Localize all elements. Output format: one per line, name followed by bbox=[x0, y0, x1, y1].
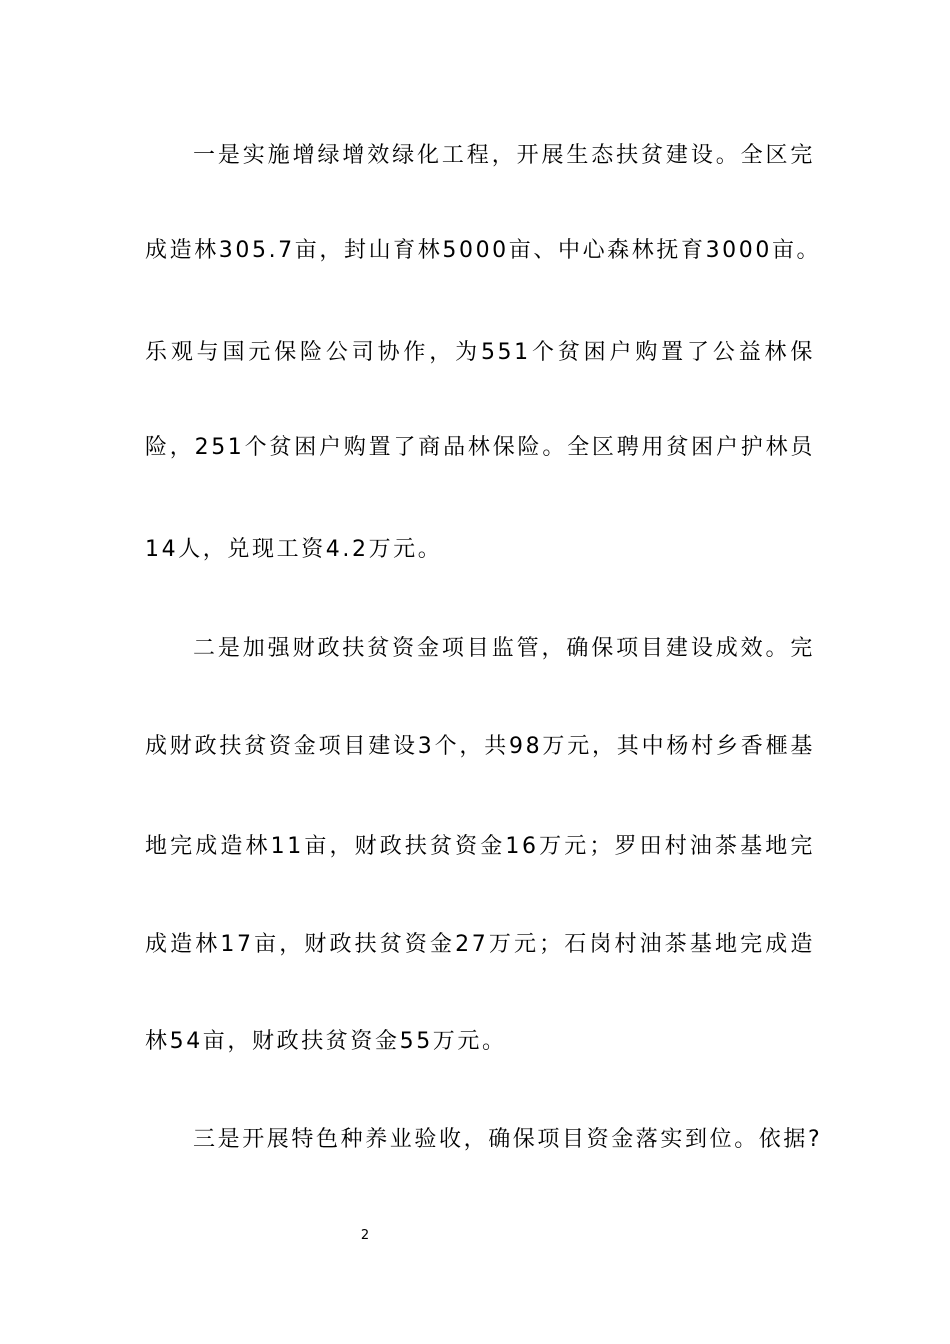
paragraph-line: 险，251个贫困户购置了商品林保险。全区聘用贫困户护林员 bbox=[145, 435, 815, 460]
paragraph-line: 地完成造林11亩，财政扶贫资金16万元；罗田村油茶基地完 bbox=[145, 834, 815, 859]
paragraph-line: 成造林305.7亩，封山育林5000亩、中心森林抚育3000亩。 bbox=[145, 238, 822, 263]
paragraph-line: 三是开展特色种养业验收，确保项目资金落实到位。依据? bbox=[193, 1127, 823, 1152]
paragraph-line: 二是加强财政扶贫资金项目监管，确保项目建设成效。完 bbox=[193, 636, 815, 661]
paragraph-line: 一是实施增绿增效绿化工程，开展生态扶贫建设。全区完 bbox=[193, 143, 815, 168]
paragraph-line: 成财政扶贫资金项目建设3个，共98万元，其中杨村乡香榧基 bbox=[145, 734, 815, 759]
paragraph-line: 14人，兑现工资4.2万元。 bbox=[145, 537, 443, 562]
page-number: 2 bbox=[360, 1228, 370, 1243]
paragraph-line: 林54亩，财政扶贫资金55万元。 bbox=[145, 1029, 507, 1054]
paragraph-line: 乐观与国元保险公司协作，为551个贫困户购置了公益林保 bbox=[145, 340, 815, 365]
paragraph-line: 成造林17亩，财政扶贫资金27万元；石岗村油茶基地完成造 bbox=[145, 932, 815, 957]
